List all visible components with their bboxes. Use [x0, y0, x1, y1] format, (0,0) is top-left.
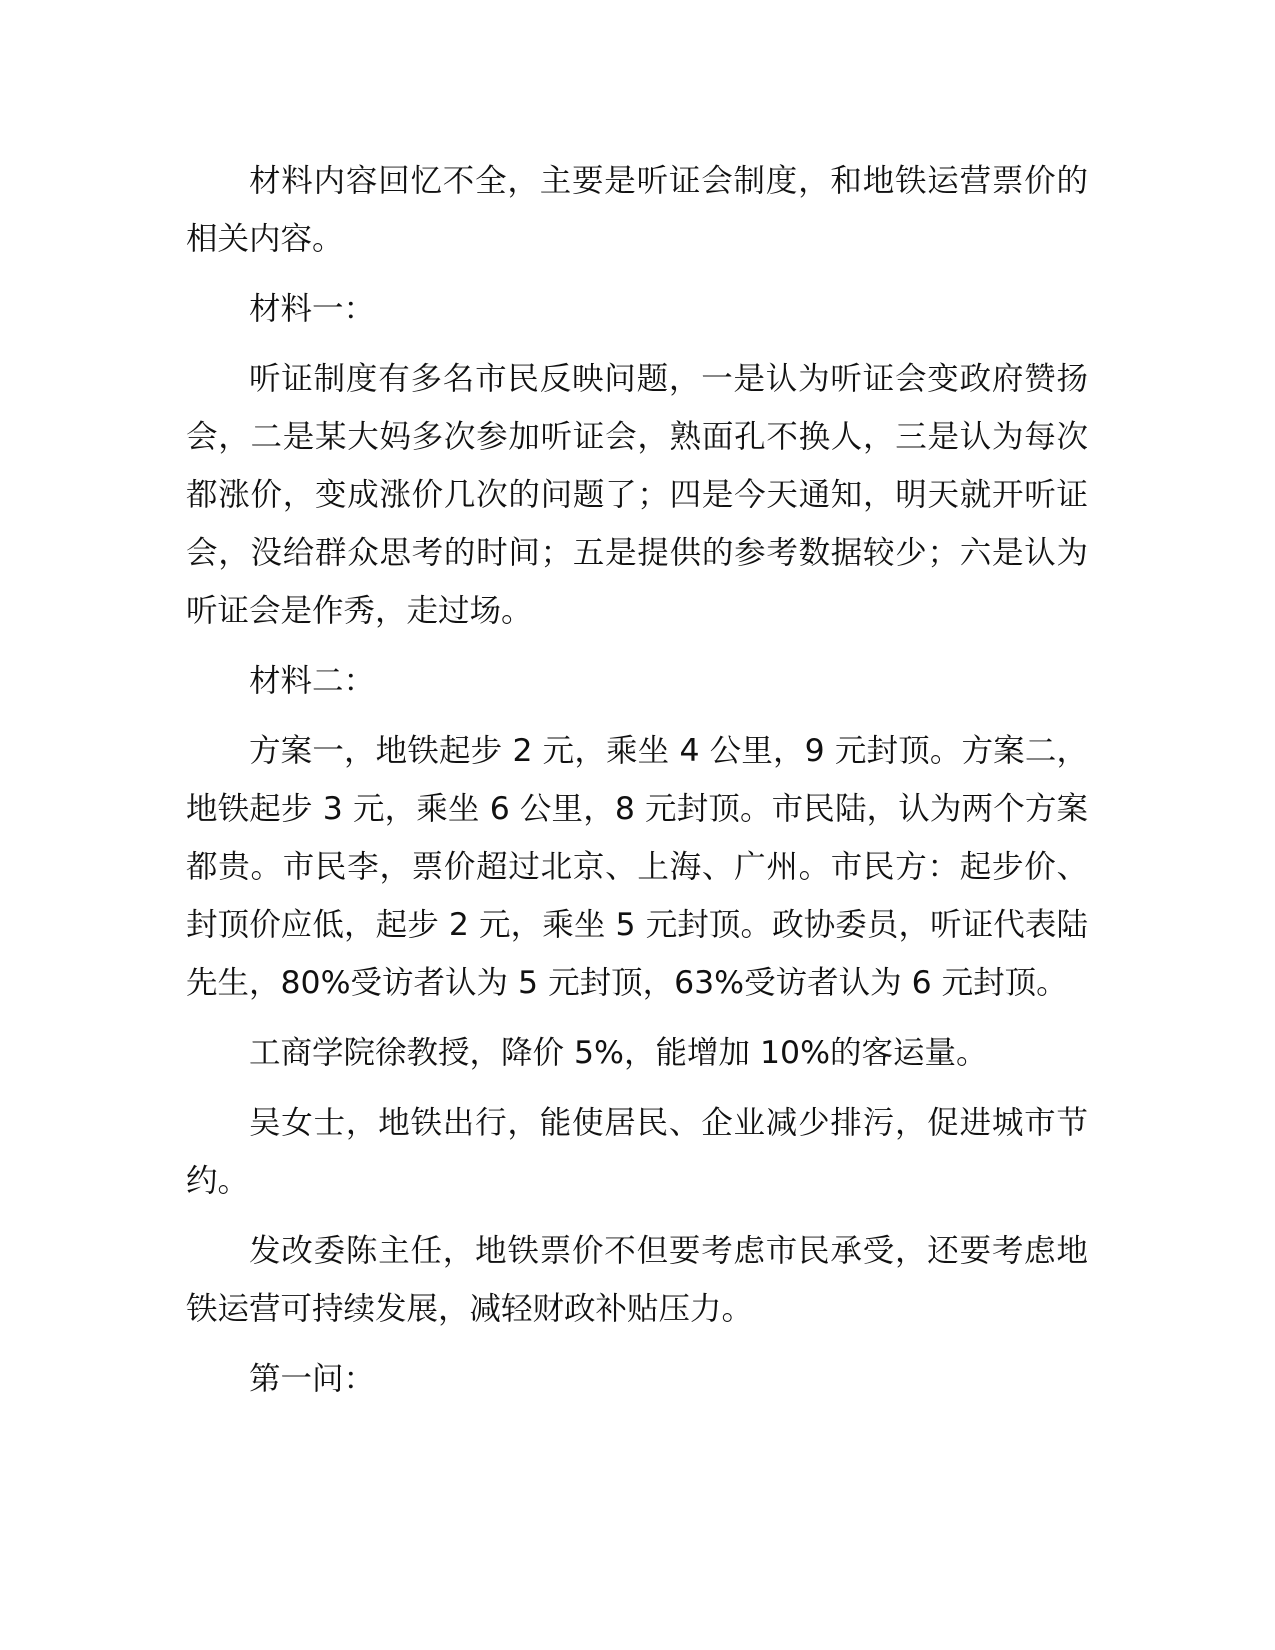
paragraph-ms-wu: 吴女士，地铁出行，能使居民、企业减少排污，促进城市节约。	[186, 1105, 1088, 1199]
document-page	[186, 152, 1088, 1420]
heading-material-one: 材料一：	[249, 291, 376, 327]
paragraph-hearing-issues: 听证制度有多名市民反映问题，一是认为听证会变政府赞扬会，二是某大妈多次参加听证会，熟面孔不换人，三是认为每次都涨价，变成涨价几次的问题了；四是今天通知，明天就开听证会，没给群众思考的时间；五是提供的参考数据较少；六是认为听证会是作秀，走过场。	[186, 361, 1088, 629]
paragraph-intro: 材料内容回忆不全，主要是听证会制度，和地铁运营票价的相关内容。	[186, 163, 1088, 257]
paragraph-fare-plans: 方案一，地铁起步 2 元，乘坐 4 公里，9 元封顶。方案二，地铁起步 3 元，乘坐 6 公里，8 元封顶。市民陆，认为两个方案都贵。市民李，票价超过北京、上海、广州。市民方：起步价、封顶价应低，起步 2 元，乘坐 5 元封顶。政协委员，听证代表陆先生，80%受访者认为 5 元封顶，63%受访者认为 6 元封顶。	[186, 733, 1088, 1001]
heading-material-two: 材料二：	[249, 663, 376, 699]
paragraph-director-chen: 发改委陈主任，地铁票价不但要考虑市民承受，还要考虑地铁运营可持续发展，减轻财政补贴压力。	[186, 1233, 1088, 1327]
heading-question-one: 第一问：	[249, 1361, 376, 1397]
paragraph-professor-xu: 工商学院徐教授，降价 5%，能增加 10%的客运量。	[249, 1035, 988, 1071]
